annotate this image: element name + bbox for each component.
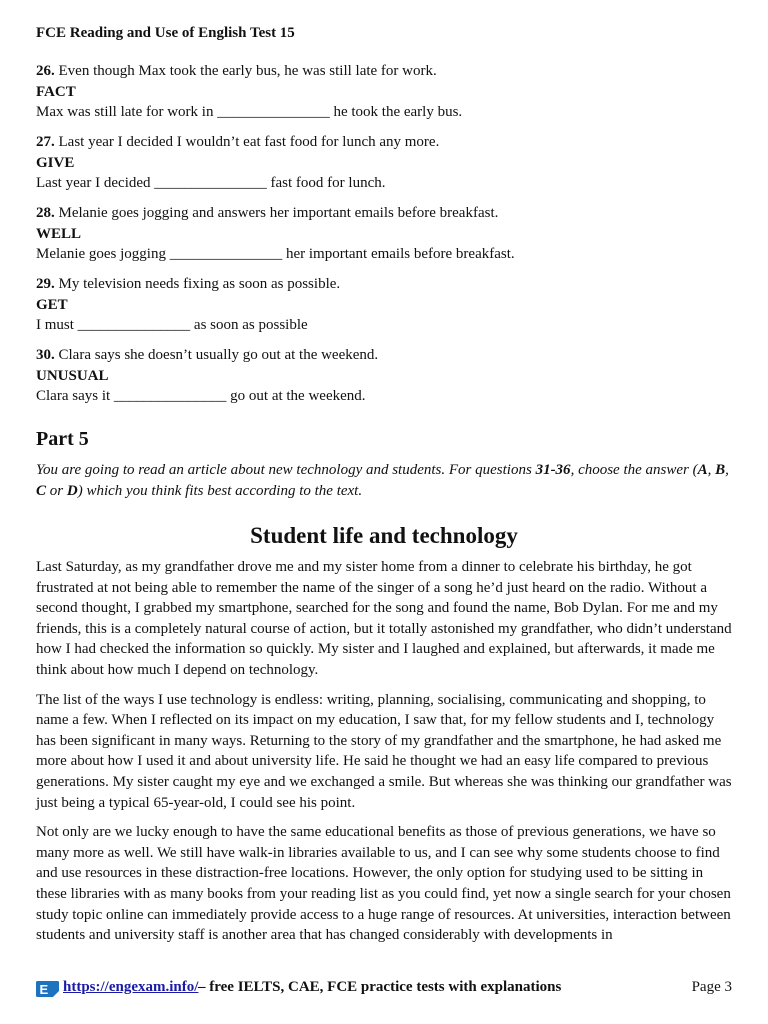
- question-keyword: WELL: [36, 225, 82, 242]
- question-sentence: Melanie goes jogging and answers her important emails before breakfast.: [58, 205, 499, 221]
- question-sentence: My television needs fixing as soon as possible.: [58, 276, 341, 292]
- question-26: [36, 61, 732, 123]
- article-paragraph: Last Saturday, as my grandfather drove me and my sister home from a dinner to celebrate his birthday, he got frustrated at not being able to remember the name of the singer of a song he’d just heard on the radio. Without a second thought, I grabbed my smartphone, searched for the song and found the name, Bob Dylan. For me and my friends, this is a completely natural course of action, but it totally astonished my grandfather, who didn’t understand how I had checked the information so quickly. My sister and I laughed and explained, but afterwards, it made me think about how much I depend on technology.: [36, 559, 732, 678]
- article-title: Student life and technology: [250, 523, 518, 548]
- question-sentence: Even though Max took the early bus, he was still late for work.: [58, 63, 437, 79]
- question-gap-sentence: Melanie goes jogging _______________ her important emails before breakfast.: [36, 246, 515, 262]
- question-keyword: UNUSUAL: [36, 367, 109, 384]
- question-sentence: Last year I decided I wouldn’t eat fast food for lunch any more.: [58, 134, 440, 150]
- question-28: [36, 203, 732, 265]
- question-gap-sentence: Last year I decided _______________ fast food for lunch.: [36, 175, 386, 191]
- question-number: 29.: [36, 276, 55, 292]
- question-number: 28.: [36, 205, 55, 221]
- document-header: FCE Reading and Use of English Test 15: [36, 25, 295, 41]
- article-body: [36, 557, 732, 955]
- article-paragraph: The list of the ways I use technology is endless: writing, planning, socialising, communicating and shopping, to name a few. When I reflected on its impact on my education, I saw that, for my fellow students and I, technology has been significant in many ways. Returning to the story of my grandfather and the smartphone, he had asked me more about how I used it and about university life. He said he thought we had an easy life compared to previous generations. My sister caught my eye and we exchanged a smile. But whereas she was thinking our grandfather was just being a typical 65-year-old, I could see his point.: [36, 691, 732, 811]
- question-gap-sentence: Clara says it _______________ go out at the weekend.: [36, 388, 366, 404]
- question-keyword: GIVE: [36, 154, 75, 171]
- article-paragraph: Not only are we lucky enough to have the same educational benefits as those of previous generations, we have so many more as well. We still have walk-in libraries available to us, and I can see why some students choose to find and use resources in these distraction-free locations. However, the only option for studying used to be sitting in these libraries with as many books from your reading list as you could find, yet now a single search for your chosen study topic online can immediately provide access to a huge range of resources. At universities, interaction between students and university staff is another area that has changed considerably with developments in: [36, 824, 731, 944]
- question-number: 27.: [36, 134, 55, 150]
- question-number: 30.: [36, 347, 55, 363]
- question-keyword: FACT: [36, 83, 76, 100]
- engexam-link[interactable]: https://engexam.info/: [63, 979, 199, 995]
- question-gap-sentence: I must _______________ as soon as possible: [36, 317, 308, 333]
- question-30: [36, 345, 732, 407]
- question-gap-sentence: Max was still late for work in _______________ he took the early bus.: [36, 104, 463, 120]
- question-sentence: Clara says she doesn’t usually go out at the weekend.: [58, 347, 379, 363]
- footer-tagline: – free IELTS, CAE, FCE practice tests with explanations: [198, 979, 562, 995]
- page-footer: [36, 979, 732, 1001]
- part-instructions: You are going to read an article about new technology and students. For questions 31-36, choose the answer (A, B, C or D) which you think fits best according to the text.: [36, 462, 729, 499]
- page-number: Page 3: [691, 979, 732, 995]
- question-27: [36, 132, 732, 194]
- transformation-questions: [36, 61, 732, 416]
- question-number: 26.: [36, 63, 55, 79]
- question-keyword: GET: [36, 296, 68, 313]
- svg-text:E: E: [39, 982, 49, 997]
- question-29: [36, 274, 732, 336]
- part-title: Part 5: [36, 428, 89, 450]
- engexam-logo-icon: [36, 981, 59, 997]
